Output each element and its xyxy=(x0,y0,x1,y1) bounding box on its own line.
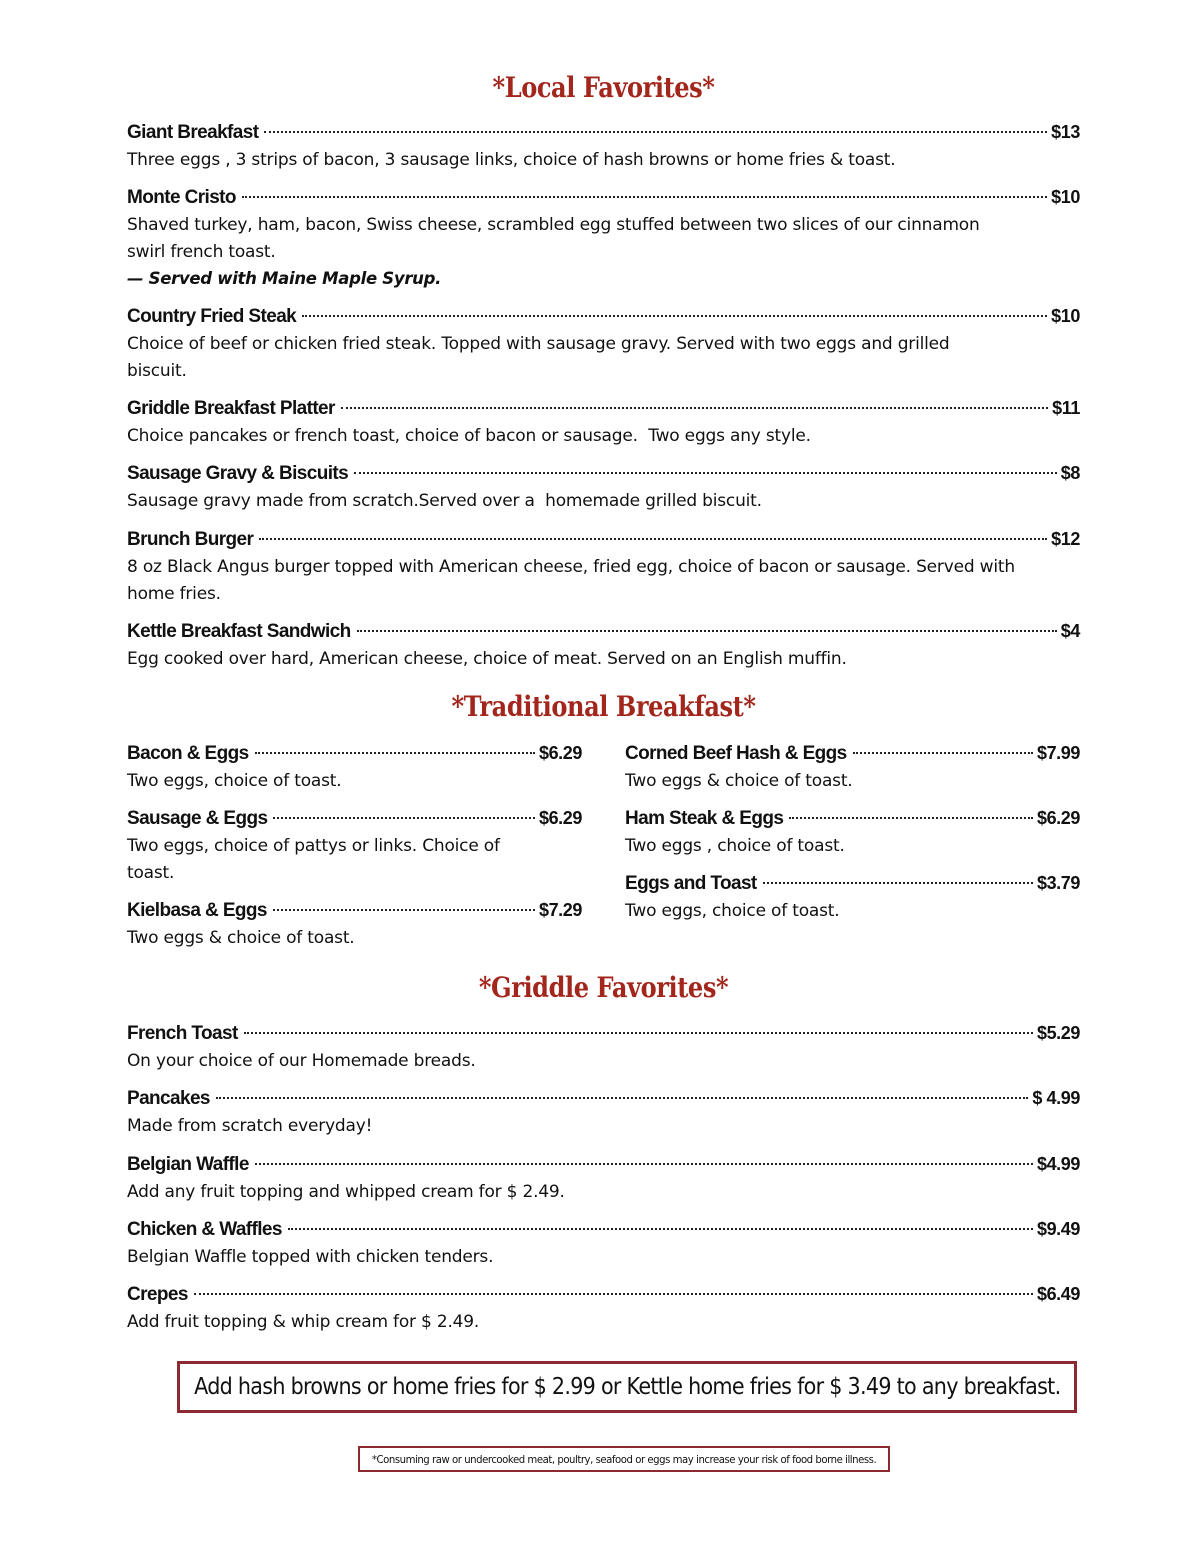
item-name: Griddle Breakfast Platter xyxy=(127,398,335,419)
dot-leader xyxy=(255,1163,1033,1165)
item-description: Add any fruit topping and whipped cream for $ 2.49. xyxy=(127,1182,565,1202)
item-description: Shaved turkey, ham, bacon, Swiss cheese, scrambled egg stuffed between two slices of our cinnamon swirl french toast. xyxy=(127,215,980,262)
menu-item xyxy=(625,806,1080,860)
food-safety-footnote-text: *Consuming raw or undercooked meat, poultry, seafood or eggs may increase your risk of food borne illness. xyxy=(371,1452,877,1466)
section-heading-griddle-favorites: *Griddle Favorites* xyxy=(478,971,729,1004)
item-description: Three eggs , 3 strips of bacon, 3 sausage links, choice of hash browns or home fries & toast. xyxy=(127,150,896,170)
item-name: Bacon & Eggs xyxy=(127,743,249,764)
item-price: $7.29 xyxy=(538,900,582,920)
item-description: Two eggs & choice of toast. xyxy=(127,928,355,948)
menu-item xyxy=(127,619,1080,673)
dot-leader xyxy=(354,472,1057,474)
menu-item xyxy=(127,898,582,952)
item-price: $6.29 xyxy=(1036,808,1080,828)
dot-leader xyxy=(853,752,1033,754)
item-price: $6.29 xyxy=(538,743,582,763)
item-description: Choice pancakes or french toast, choice of bacon or sausage. Two eggs any style. xyxy=(127,426,811,446)
item-name: Crepes xyxy=(127,1284,188,1305)
item-price: $10 xyxy=(1051,306,1080,326)
menu-item xyxy=(127,185,1080,292)
addon-notice-box xyxy=(177,1361,1077,1413)
item-description: Two eggs & choice of toast. xyxy=(625,771,853,791)
item-name: Sausage Gravy & Biscuits xyxy=(127,463,349,484)
dot-leader xyxy=(273,909,535,911)
item-price: $4 xyxy=(1060,621,1080,641)
item-description: Choice of beef or chicken fried steak. Topped with sausage gravy. Served with two eggs and grilled biscuit. xyxy=(127,334,950,381)
item-name: Eggs and Toast xyxy=(625,873,757,894)
item-name: Chicken & Waffles xyxy=(127,1219,282,1240)
item-description: Egg cooked over hard, American cheese, choice of meat. Served on an English muffin. xyxy=(127,649,847,669)
menu-item xyxy=(127,1217,1080,1271)
item-price: $6.29 xyxy=(538,808,582,828)
item-description: Add fruit topping & whip cream for $ 2.49. xyxy=(127,1312,480,1332)
addon-notice-text: Add hash browns or home fries for $ 2.99 or Kettle home fries for $ 3.49 to any breakfast. xyxy=(193,1374,1061,1400)
item-name: Kettle Breakfast Sandwich xyxy=(127,621,351,642)
item-description: Sausage gravy made from scratch.Served over a homemade grilled biscuit. xyxy=(127,491,762,511)
dot-leader xyxy=(244,1032,1033,1034)
dot-leader xyxy=(255,752,535,754)
item-name: Corned Beef Hash & Eggs xyxy=(625,743,847,764)
item-description: Two eggs, choice of toast. xyxy=(625,901,840,921)
menu-item xyxy=(127,461,1080,515)
dot-leader xyxy=(273,817,534,819)
item-name: Giant Breakfast xyxy=(127,122,259,143)
dot-leader xyxy=(242,196,1047,198)
item-description: Belgian Waffle topped with chicken tenders. xyxy=(127,1247,494,1267)
item-description: Two eggs, choice of pattys or links. Choice of toast. xyxy=(127,836,500,883)
item-description: On your choice of our Homemade breads. xyxy=(127,1051,476,1071)
menu-item xyxy=(127,806,582,887)
dot-leader xyxy=(357,630,1057,632)
item-description: Made from scratch everyday! xyxy=(127,1116,373,1136)
dot-leader xyxy=(259,538,1047,540)
item-price: $4.99 xyxy=(1036,1154,1080,1174)
item-name: Brunch Burger xyxy=(127,529,254,550)
item-description: Two eggs , choice of toast. xyxy=(625,836,845,856)
dot-leader xyxy=(288,1228,1033,1230)
item-description: 8 oz Black Angus burger topped with American cheese, fried egg, choice of bacon or sausage. Served with home fries. xyxy=(127,557,1015,604)
item-price: $11 xyxy=(1052,398,1080,418)
dot-leader xyxy=(763,882,1033,884)
item-price: $8 xyxy=(1060,463,1080,483)
item-name: French Toast xyxy=(127,1023,238,1044)
dot-leader xyxy=(216,1097,1028,1099)
item-price: $9.49 xyxy=(1036,1219,1080,1239)
menu-item xyxy=(127,1021,1080,1075)
menu-item xyxy=(127,1152,1080,1206)
menu-item xyxy=(127,120,1080,174)
item-price: $6.49 xyxy=(1036,1284,1080,1304)
item-name: Country Fried Steak xyxy=(127,306,297,327)
dot-leader xyxy=(302,315,1047,317)
menu-item xyxy=(127,527,1080,608)
menu-item xyxy=(127,396,1080,450)
section-heading-local-favorites: *Local Favorites* xyxy=(492,71,715,104)
menu-item xyxy=(127,1086,1080,1140)
item-price: $12 xyxy=(1051,529,1080,549)
dot-leader xyxy=(194,1293,1033,1295)
item-price: $ 4.99 xyxy=(1032,1088,1080,1108)
item-name: Ham Steak & Eggs xyxy=(625,808,784,829)
item-name: Sausage & Eggs xyxy=(127,808,268,829)
item-name: Pancakes xyxy=(127,1088,210,1109)
item-price: $5.29 xyxy=(1036,1023,1080,1043)
item-price: $13 xyxy=(1051,122,1080,142)
menu-item xyxy=(127,1282,1080,1336)
item-name: Kielbasa & Eggs xyxy=(127,900,267,921)
item-description: Two eggs, choice of toast. xyxy=(127,771,342,791)
item-price: $3.79 xyxy=(1036,873,1080,893)
menu-item xyxy=(127,304,1080,385)
item-name: Monte Cristo xyxy=(127,187,236,208)
menu-item xyxy=(625,741,1080,795)
menu-item xyxy=(625,871,1080,925)
dot-leader xyxy=(264,131,1047,133)
section-heading-traditional-breakfast: *Traditional Breakfast* xyxy=(451,690,756,723)
dot-leader xyxy=(789,817,1033,819)
dot-leader xyxy=(341,407,1048,409)
menu-item xyxy=(127,741,582,795)
item-price: $7.99 xyxy=(1036,743,1080,763)
item-price: $10 xyxy=(1051,187,1080,207)
item-name: Belgian Waffle xyxy=(127,1154,249,1175)
item-note: — Served with Maine Maple Syrup. xyxy=(127,269,442,288)
food-safety-footnote-box xyxy=(358,1446,890,1472)
